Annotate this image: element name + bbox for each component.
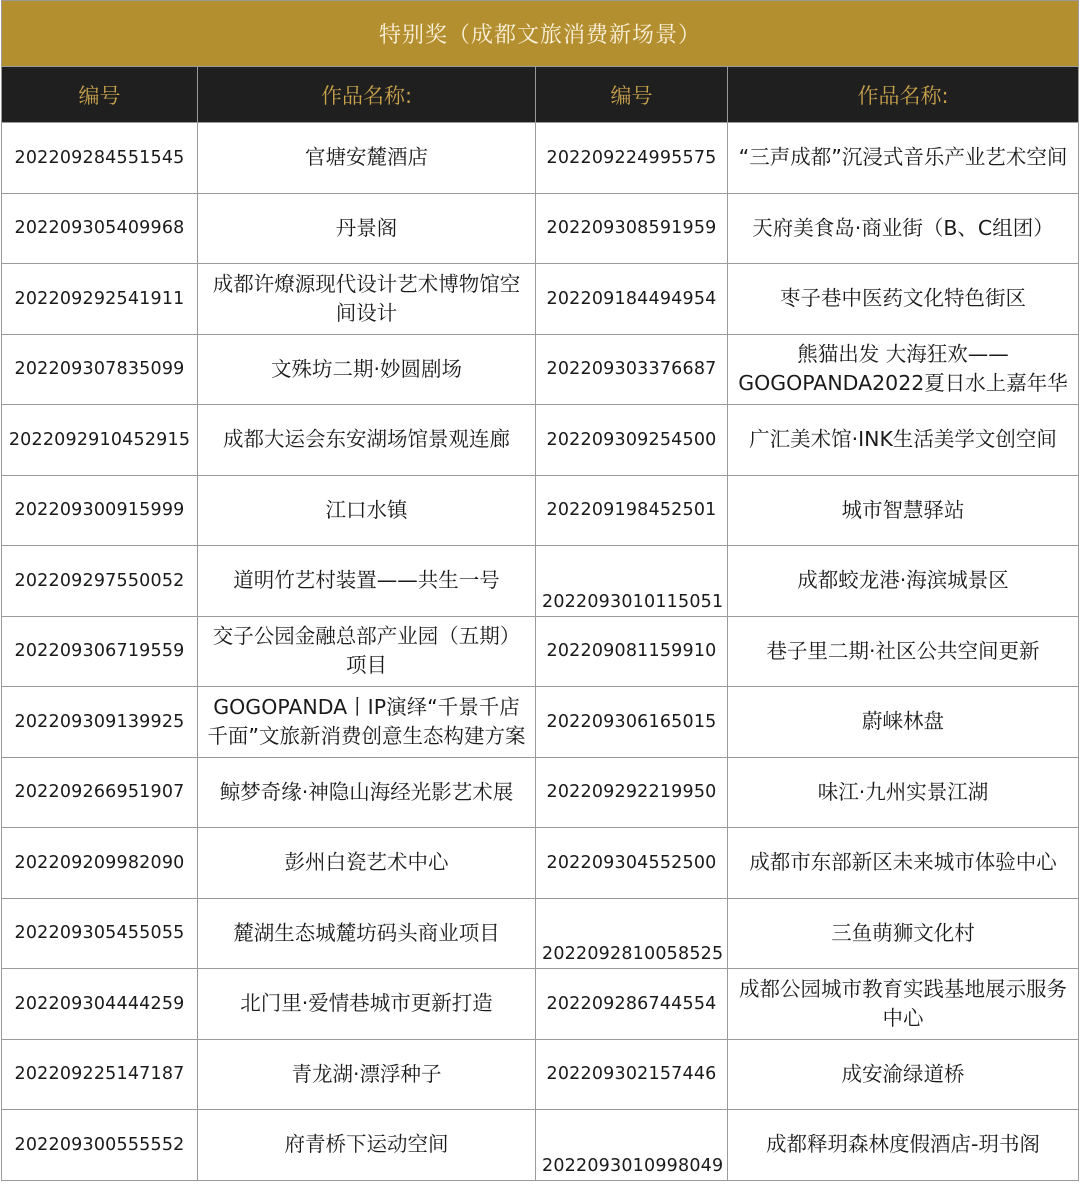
table-row <box>2 123 1079 194</box>
header-right-name: 作品名称: <box>728 67 1079 123</box>
right-code-cell: 202209081159910 <box>536 616 728 687</box>
table-row <box>2 405 1079 476</box>
left-name-cell: 青龙湖·漂浮种子 <box>198 1039 536 1110</box>
header-right-code: 编号 <box>536 67 728 123</box>
left-code-cell: 202209304444259 <box>2 969 198 1040</box>
left-code-cell: 2022092910452915 <box>2 405 198 476</box>
right-code-cell: 2022092810058525 <box>536 898 728 969</box>
right-code-cell: 202209308591959 <box>536 193 728 264</box>
right-name-cell: 成都释玥森林度假酒店-玥书阁 <box>728 1110 1079 1181</box>
right-name-cell: 成都蛟龙港·海滨城景区 <box>728 546 1079 617</box>
left-name-cell: 府青桥下运动空间 <box>198 1110 536 1181</box>
right-name-cell: 三鱼萌狮文化村 <box>728 898 1079 969</box>
left-name-cell: 麓湖生态城麓坊码头商业项目 <box>198 898 536 969</box>
right-code-cell: 202209224995575 <box>536 123 728 194</box>
table-row <box>2 334 1079 405</box>
header-left-code: 编号 <box>2 67 198 123</box>
right-name-cell: 熊猫出发 大海狂欢——GOGOPANDA2022夏日水上嘉年华 <box>728 334 1079 405</box>
table-title: 特别奖（成都文旅消费新场景） <box>2 1 1079 67</box>
table-row <box>2 264 1079 335</box>
right-name-cell: 天府美食岛·商业街（B、C组团） <box>728 193 1079 264</box>
table-row <box>2 828 1079 899</box>
right-name-cell: 成都市东部新区未来城市体验中心 <box>728 828 1079 899</box>
left-name-cell: GOGOPANDA丨IP演绎“千景千店千面”文旅新消费创意生态构建方案 <box>198 687 536 758</box>
table-row <box>2 1039 1079 1110</box>
right-name-cell: 城市智慧驿站 <box>728 475 1079 546</box>
left-name-cell: 成都大运会东安湖场馆景观连廊 <box>198 405 536 476</box>
right-code-cell: 2022093010998049 <box>536 1110 728 1181</box>
right-name-cell: 巷子里二期·社区公共空间更新 <box>728 616 1079 687</box>
left-name-cell: 文殊坊二期·妙圆剧场 <box>198 334 536 405</box>
right-name-cell: 成都公园城市教育实践基地展示服务中心 <box>728 969 1079 1040</box>
table-body <box>2 123 1079 1181</box>
table-row <box>2 969 1079 1040</box>
header-left-name: 作品名称: <box>198 67 536 123</box>
table-row <box>2 687 1079 758</box>
right-code-cell: 202209292219950 <box>536 757 728 828</box>
left-name-cell: 道明竹艺村装置——共生一号 <box>198 546 536 617</box>
left-code-cell: 202209284551545 <box>2 123 198 194</box>
table-row <box>2 475 1079 546</box>
table-row <box>2 898 1079 969</box>
table-row <box>2 1110 1079 1181</box>
right-name-cell: 味江·九州实景江湖 <box>728 757 1079 828</box>
left-name-cell: 北门里·爱情巷城市更新打造 <box>198 969 536 1040</box>
left-code-cell: 202209292541911 <box>2 264 198 335</box>
right-code-cell: 202209303376687 <box>536 334 728 405</box>
right-code-cell: 202209286744554 <box>536 969 728 1040</box>
right-code-cell: 202209184494954 <box>536 264 728 335</box>
right-name-cell: “三声成都”沉浸式音乐产业艺术空间 <box>728 123 1079 194</box>
left-name-cell: 彭州白瓷艺术中心 <box>198 828 536 899</box>
right-code-cell: 202209304552500 <box>536 828 728 899</box>
left-code-cell: 202209209982090 <box>2 828 198 899</box>
right-name-cell: 枣子巷中医药文化特色街区 <box>728 264 1079 335</box>
right-code-cell: 202209306165015 <box>536 687 728 758</box>
left-name-cell: 丹景阁 <box>198 193 536 264</box>
left-code-cell: 202209300555552 <box>2 1110 198 1181</box>
left-code-cell: 202209306719559 <box>2 616 198 687</box>
right-code-cell: 202209302157446 <box>536 1039 728 1110</box>
left-code-cell: 202209305455055 <box>2 898 198 969</box>
left-code-cell: 202209309139925 <box>2 687 198 758</box>
table-row <box>2 546 1079 617</box>
table-row <box>2 616 1079 687</box>
right-code-cell: 2022093010115051 <box>536 546 728 617</box>
right-code-cell: 202209309254500 <box>536 405 728 476</box>
table-row <box>2 757 1079 828</box>
left-name-cell: 交子公园金融总部产业园（五期）项目 <box>198 616 536 687</box>
right-code-cell: 202209198452501 <box>536 475 728 546</box>
right-name-cell: 成安渝绿道桥 <box>728 1039 1079 1110</box>
right-name-cell: 蔚崃林盘 <box>728 687 1079 758</box>
left-name-cell: 成都许燎源现代设计艺术博物馆空间设计 <box>198 264 536 335</box>
award-table <box>1 0 1079 1181</box>
left-code-cell: 202209297550052 <box>2 546 198 617</box>
left-name-cell: 江口水镇 <box>198 475 536 546</box>
left-name-cell: 鲸梦奇缘·神隐山海经光影艺术展 <box>198 757 536 828</box>
left-code-cell: 202209305409968 <box>2 193 198 264</box>
left-code-cell: 202209307835099 <box>2 334 198 405</box>
table-row <box>2 193 1079 264</box>
right-name-cell: 广汇美术馆·INK生活美学文创空间 <box>728 405 1079 476</box>
left-code-cell: 202209225147187 <box>2 1039 198 1110</box>
left-name-cell: 官塘安麓酒店 <box>198 123 536 194</box>
left-code-cell: 202209266951907 <box>2 757 198 828</box>
left-code-cell: 202209300915999 <box>2 475 198 546</box>
